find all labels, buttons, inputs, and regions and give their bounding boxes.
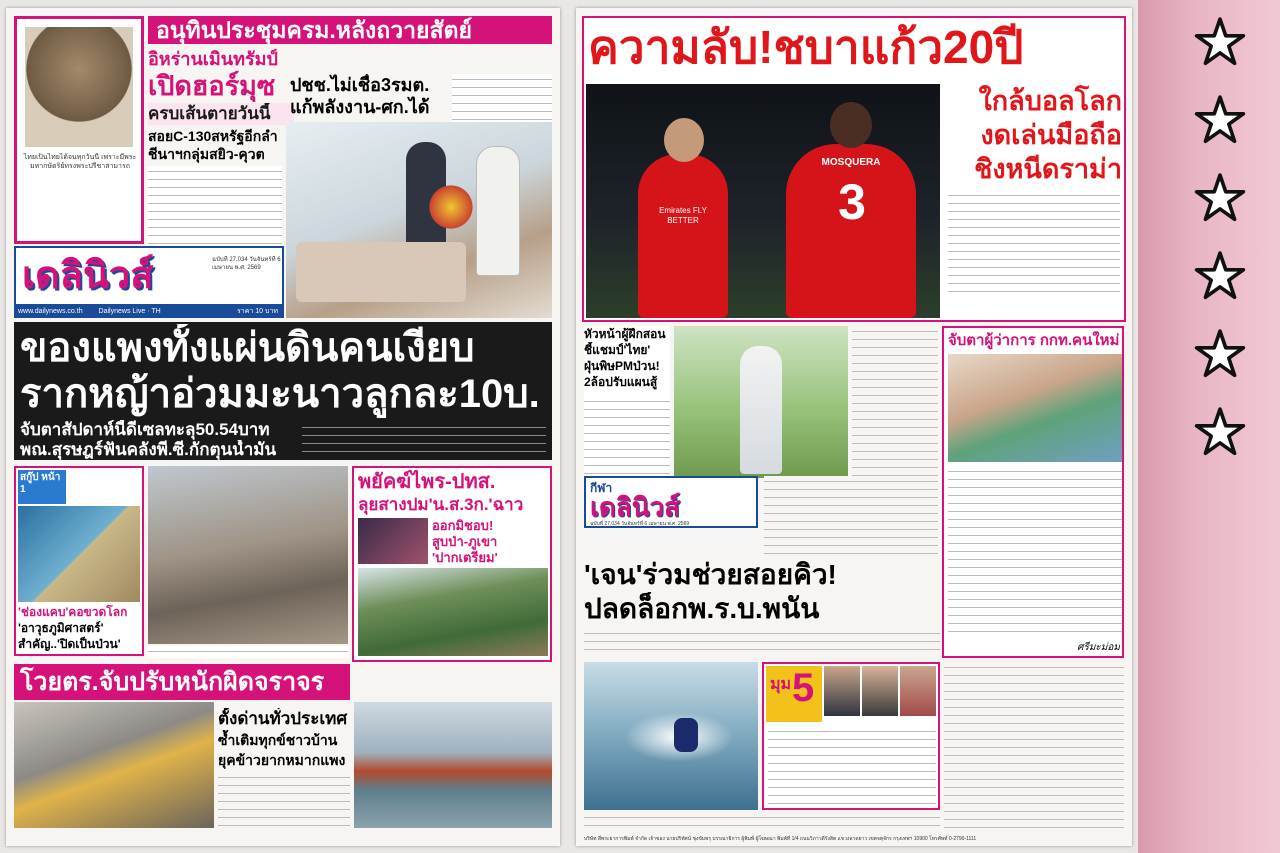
player-2-head bbox=[830, 102, 872, 148]
traffic-headline-1: ตั้งด่านทั่วประเทศ bbox=[218, 709, 348, 728]
iran-headline-2: เปิดฮอร์มุซ bbox=[148, 71, 276, 101]
masthead-issue: ฉบับที่ 27,034 วันจันทร์ที่ 6 เมษายน พ.ศ. 2569 bbox=[212, 257, 281, 271]
governor-banner: จับตาผู้ว่าการ กกท.คนใหม่ bbox=[948, 332, 1120, 349]
sport-sub-3: ชิงหนีดราม่า bbox=[974, 154, 1122, 184]
main-story-text bbox=[302, 422, 546, 456]
top5-label: มุม bbox=[770, 676, 792, 693]
traffic-headline-2: ซ้ำเติมทุกข์ชาวบ้าน bbox=[218, 732, 338, 748]
governor-box bbox=[942, 326, 1124, 658]
coach-column bbox=[584, 326, 670, 478]
sat-story bbox=[852, 326, 938, 478]
golfer-photo bbox=[674, 326, 848, 478]
main-headline-1: ของแพงทั้งแผ่นดินคนเงียบ bbox=[20, 326, 475, 370]
jet-headline-1: 'เจน'ร่วมช่วยสอยคิว! bbox=[584, 559, 837, 590]
forest-headline-4: สูบป่า-ภูเขา bbox=[432, 534, 498, 549]
ruins-caption bbox=[148, 646, 348, 658]
columnist-signature: ศรีมะม่อม bbox=[1077, 642, 1120, 653]
pm-headline-2: แก้พลังงาน-ศก.ได้ bbox=[290, 97, 430, 117]
coach-headline-1: หัวหน้าผู้ฝึกสอน bbox=[584, 327, 666, 341]
scoop-box bbox=[14, 466, 144, 656]
c130-headline-2: ชีนาฯกลุ่มสยิว-คุวต bbox=[148, 146, 265, 162]
pm-story-text bbox=[452, 74, 552, 122]
sport-sub-2: งดเล่นมือถือ bbox=[980, 120, 1122, 150]
bottom-right-story bbox=[944, 662, 1124, 830]
website-text[interactable]: www.dailynews.co.th bbox=[18, 308, 83, 315]
social-text: Dailynews Live · TH bbox=[98, 308, 161, 315]
masthead-logo: เดลินิวส์ bbox=[22, 255, 154, 297]
star-icon bbox=[1194, 172, 1246, 224]
king-caption: ไทยเป็นไทยได้จนทุกวันนี้ เพราะมีพระมหากษัตริย์ทรงพระปรีชาสามารถ bbox=[23, 154, 137, 170]
hormuz-caption-3: สำคัญ..'ปิดเป็นป่วน' bbox=[18, 637, 121, 651]
left-newspaper-page bbox=[6, 8, 560, 846]
star-icon bbox=[1194, 328, 1246, 380]
sub-headline-1: จับตาสัปดาห์นี้ดีเซลทะลุ50.54บาท bbox=[20, 420, 270, 439]
forest-photo bbox=[358, 568, 548, 656]
star-icon bbox=[1194, 250, 1246, 302]
masthead-info-bar bbox=[14, 306, 284, 318]
jersey-name: MOSQUERA bbox=[821, 157, 881, 168]
hormuz-caption-1: 'ช่องแคบ'คอขวดโลก bbox=[18, 605, 128, 619]
main-headline-2: รากหญ้าอ่วมมะนาวลูกละ10บ. bbox=[20, 372, 540, 416]
page-footer: บริษัท สี่พระยาการพิมพ์ จำกัด เจ้าของ นายปริทัศน์ ชุงขัมพรุ บรรณาธิการ ผู้พิมพ์ ผู้โฆษณา พิมพ์ที่ 1/4 ถนนวิภาวดีรังสิต แขวงลาดยาว เขตจตุจักร กรุงเทพฯ 10900 โทรศัพท์ 0-2790-1111 bbox=[584, 836, 977, 842]
governor-story bbox=[948, 466, 1122, 636]
sport-masthead-label: กีฬา bbox=[590, 481, 613, 495]
top-banner: อนุทินประชุมครม.หลังถวายสัตย์ bbox=[148, 16, 552, 44]
star-icon bbox=[1194, 16, 1246, 68]
king-portrait-image bbox=[25, 27, 133, 147]
star-icon bbox=[1194, 94, 1246, 146]
forest-headline-3: ออกมิชอบ! bbox=[432, 518, 494, 533]
sport-main-story bbox=[948, 190, 1120, 294]
masthead-box bbox=[14, 246, 284, 306]
coach-story bbox=[584, 396, 670, 476]
top5-box bbox=[762, 662, 940, 810]
c130-headline-1: สอยC-130สหรัฐอีกลำ bbox=[148, 128, 278, 144]
sport-sub-1: ใกล้บอลโลก bbox=[978, 86, 1122, 116]
jetski-rider bbox=[674, 718, 698, 752]
jersey-sponsor: Emirates FLY BETTER bbox=[659, 206, 707, 225]
coach-headline-3: ฝุ่นพิษPMป่วน! bbox=[584, 359, 660, 373]
hormuz-map-image bbox=[18, 506, 140, 602]
jet-headline-2: ปลดล็อกพ.ร.บ.พนัน bbox=[584, 593, 820, 624]
pm-headline-1: ปชช.ไม่เชื่อ3รมต. bbox=[290, 75, 430, 95]
forest-headline-2: ลุยสางปม'น.ส.3ก.'ฉาว bbox=[358, 495, 524, 514]
photo-flowers bbox=[426, 182, 476, 232]
stadium-photo bbox=[948, 354, 1122, 462]
traffic-headline-3: ยุคข้าวยากหมากแพง bbox=[218, 752, 346, 768]
golfer-figure bbox=[740, 346, 782, 474]
top5-badge bbox=[766, 666, 822, 722]
jetski-caption bbox=[584, 812, 940, 830]
coach-headline-4: 2ล้อปรับแผนสู้ bbox=[584, 375, 658, 389]
star-list bbox=[1194, 16, 1258, 486]
traffic-banner: โวยตร.จับปรับหนักผิดจราจร bbox=[14, 664, 350, 700]
star-sidebar bbox=[1138, 0, 1280, 853]
sport-masthead bbox=[584, 476, 758, 528]
price-text: ราคา 10 บาท bbox=[237, 308, 278, 315]
forest-headline-1: พยัคฆ์ไพร-ปทส. bbox=[358, 471, 496, 493]
sport-masthead-issue: ฉบับที่ 27,034 วันจันทร์ที่ 6 เมษายน พ.ศ. 2569 bbox=[590, 521, 690, 527]
forest-box bbox=[352, 466, 552, 662]
sub-headline-2: พณ.สุรษฎร์ฟันคลังพี.ซี.กักตุนน้ำมัน bbox=[20, 440, 277, 459]
sport-main-headline: ความลับ!ชบาแก้ว20ปี bbox=[588, 21, 1024, 73]
sport-masthead-logo: เดลินิวส์ bbox=[590, 492, 680, 522]
photo-figure bbox=[476, 146, 520, 276]
iran-story-text bbox=[148, 166, 282, 246]
top5-portrait-1 bbox=[824, 666, 860, 716]
forest-headline-5: 'ปากเตรียม' bbox=[432, 550, 498, 565]
jetski-photo bbox=[584, 662, 758, 810]
forest-inset-image bbox=[358, 518, 428, 564]
hospital-photo bbox=[286, 122, 552, 318]
ruins-photo bbox=[148, 466, 348, 644]
traffic-story-text bbox=[218, 772, 350, 826]
jet-story bbox=[584, 628, 940, 656]
player-1 bbox=[638, 154, 728, 318]
top5-portrait-2 bbox=[862, 666, 898, 716]
jersey-number: 3 bbox=[838, 174, 866, 230]
star-icon bbox=[1194, 406, 1246, 458]
deadline-text: ครบเส้นตายวันนี้ bbox=[148, 103, 294, 125]
coach-headline-2: ชี้แชมป์'ไทย' bbox=[584, 343, 651, 357]
top5-portrait-3 bbox=[900, 666, 936, 716]
scoop-badge: สกู๊ป หน้า 1 bbox=[18, 470, 66, 504]
traffic-photo bbox=[14, 702, 214, 828]
hormuz-caption-2: 'อาวุธภูมิศาสตร์' bbox=[18, 621, 104, 635]
main-headline-band bbox=[14, 322, 552, 460]
arsenal-photo bbox=[586, 84, 940, 318]
king-portrait-box bbox=[14, 16, 144, 244]
sport-mini-story bbox=[764, 476, 938, 556]
top5-story bbox=[768, 726, 936, 806]
right-newspaper-page bbox=[576, 8, 1132, 846]
top5-number: 5 bbox=[792, 666, 815, 710]
photo-bed bbox=[296, 242, 466, 302]
harbor-photo bbox=[354, 702, 552, 828]
player-1-head bbox=[664, 118, 704, 162]
iran-headline-1: อิหร่านเมินทรัมป์ bbox=[148, 49, 278, 69]
